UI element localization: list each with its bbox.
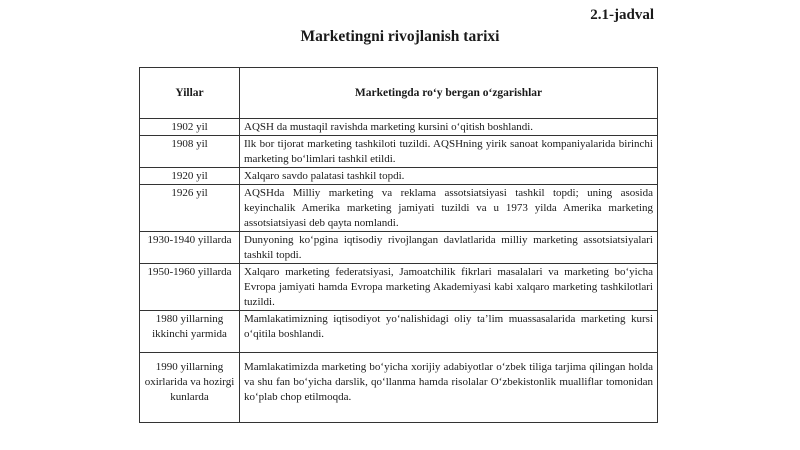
year-cell: 1908 yil <box>140 136 240 168</box>
year-cell: 1926 yil <box>140 185 240 232</box>
change-cell: Xalqaro marketing federatsiyasi, Jamoatchilik fikrlari masalalari va marketing bo‘yicha Evropa jamiyati hamda Evropa marketing Akademiyasi kabi xalqaro marketing tashkilotlari tuzildi. <box>240 264 658 311</box>
year-cell: 1930-1940 yillarda <box>140 232 240 264</box>
marketing-history-table <box>139 67 658 423</box>
table-row <box>140 119 658 136</box>
year-cell: 1990 yillarning oxirlarida va hozirgi kunlarda <box>140 353 240 423</box>
change-cell: AQSH da mustaqil ravishda marketing kursini o‘qitish boshlandi. <box>240 119 658 136</box>
change-cell: AQSHda Milliy marketing va reklama assotsiatsiyasi tashkil topdi; uning asosida keyinchalik Amerika marketing jamiyati tuzildi va u 1973 yilda Amerika marketing assotsiatsiyasi deb qayta nomlandi. <box>240 185 658 232</box>
year-cell: 1980 yillarning ikkinchi yarmida <box>140 311 240 353</box>
table-title: Marketingni rivojlanish tarixi <box>300 28 500 45</box>
change-cell: Xalqaro savdo palatasi tashkil topdi. <box>240 168 658 185</box>
table-number-label: 2.1-jadval <box>590 7 654 23</box>
table-row <box>140 185 658 232</box>
column-header-years: Yillar <box>140 68 240 119</box>
change-cell: Mamlakatimizning iqtisodiyot yo‘nalishidagi oliy ta’lim muassasalarida marketing kursi o‘qitila boshlandi. <box>240 311 658 353</box>
table-header-row <box>140 68 658 119</box>
change-cell: Ilk bor tijorat marketing tashkiloti tuzildi. AQSHning yirik sanoat kompaniyalarida birinchi marketing bo‘limlari tashkil etildi. <box>240 136 658 168</box>
year-cell: 1920 yil <box>140 168 240 185</box>
year-cell: 1902 yil <box>140 119 240 136</box>
year-cell: 1950-1960 yillarda <box>140 264 240 311</box>
table-row <box>140 353 658 423</box>
table-row <box>140 232 658 264</box>
table-row <box>140 136 658 168</box>
change-cell: Dunyoning ko‘pgina iqtisodiy rivojlangan davlatlarida milliy marketing assotsiatsiyalari tashkil topdi. <box>240 232 658 264</box>
table-row <box>140 311 658 353</box>
change-cell: Mamlakatimizda marketing bo‘yicha xorijiy adabiyotlar o‘zbek tiliga tarjima qilingan holda va shu fan bo‘yicha darslik, qo‘llanma hamda risolalar O‘zbekistonlik mualliflar tomonidan ko‘plab chop etilmoqda. <box>240 353 658 423</box>
column-header-changes: Marketingda ro‘y bergan o‘zgarishlar <box>240 68 658 119</box>
table-row <box>140 168 658 185</box>
table-row <box>140 264 658 311</box>
